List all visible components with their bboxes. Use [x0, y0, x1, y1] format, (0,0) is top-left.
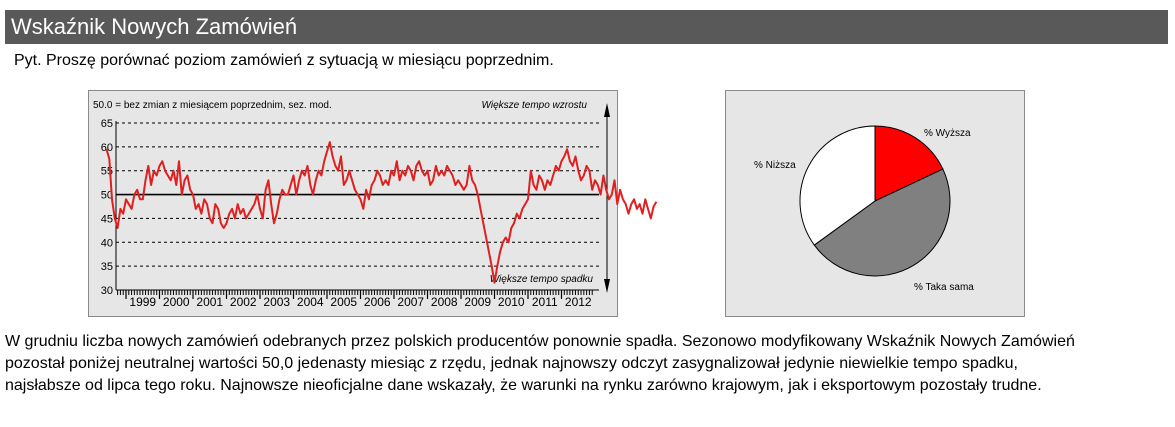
x-tick-label: 2010 — [497, 295, 525, 309]
x-tick-label: 2009 — [464, 295, 492, 309]
annotation-top: Większe tempo wzrostu — [481, 100, 587, 111]
y-tick-label: 45 — [100, 213, 113, 226]
survey-question: Pyt. Proszę porównać poziom zamówień z sytuacją w miesiącu poprzednim. — [14, 52, 554, 69]
x-tick-label: 2005 — [330, 295, 358, 309]
x-tick-label: 2002 — [229, 295, 257, 309]
x-tick-label: 2000 — [162, 295, 190, 309]
chart-note: 50.0 = bez zmian z miesiącem poprzednim, sez. mod. — [93, 100, 332, 111]
commentary-paragraph — [5, 331, 1168, 397]
x-tick-label: 2012 — [564, 295, 592, 309]
new-orders-line-chart — [88, 90, 618, 317]
x-tick-label: 1999 — [129, 295, 157, 309]
y-tick-label: 50 — [100, 189, 113, 202]
x-tick-label: 2008 — [430, 295, 458, 309]
annotation-bottom: Większe tempo spadku — [489, 274, 593, 285]
y-tick-label: 30 — [100, 285, 113, 297]
x-tick-label: 2004 — [296, 295, 324, 309]
commentary-line: W grudniu liczba nowych zamówień odebranych przez polskich producentów ponownie spadła. Sezonowo modyfikowany Wskaźnik Nowych Zamówień — [5, 333, 1075, 350]
x-tick-label: 2001 — [196, 295, 224, 309]
x-tick-label: 2006 — [363, 295, 391, 309]
x-tick-label: 2007 — [397, 295, 425, 309]
page-title: Wskaźnik Nowych Zamówień — [5, 10, 1168, 44]
y-tick-label: 65 — [100, 118, 113, 130]
commentary-line: najsłabsze od lipca tego roku. Najnowsze nieoficjalne dane wskazały, że warunki na rynku zarówno krajowym, jak i eksportowym pozostały trudne. — [5, 377, 1042, 394]
arrow-down-head — [604, 279, 610, 293]
new-orders-pie-chart — [725, 90, 1025, 317]
y-tick-label: 40 — [100, 237, 113, 250]
y-tick-label: 35 — [100, 261, 113, 274]
pie-label: % Niższa — [754, 160, 796, 171]
commentary-line: pozostał poniżej neutralnej wartości 50,0 jedenasty miesiąc z rzędu, jednak najnowszy odczyt zasygnalizował jedynie niewielkie tempo spadku, — [5, 355, 1018, 372]
pie-label: % Taka sama — [914, 282, 974, 293]
x-tick-label: 2003 — [263, 295, 291, 309]
y-tick-label: 55 — [100, 165, 113, 178]
new-orders-series-line — [107, 142, 657, 283]
x-tick-label: 2011 — [531, 295, 558, 309]
pie-chart-svg — [726, 91, 1026, 318]
y-tick-label: 60 — [100, 141, 113, 154]
arrow-up-head — [604, 103, 610, 117]
pie-label: % Wyższa — [924, 128, 971, 139]
line-chart-svg — [89, 91, 619, 318]
